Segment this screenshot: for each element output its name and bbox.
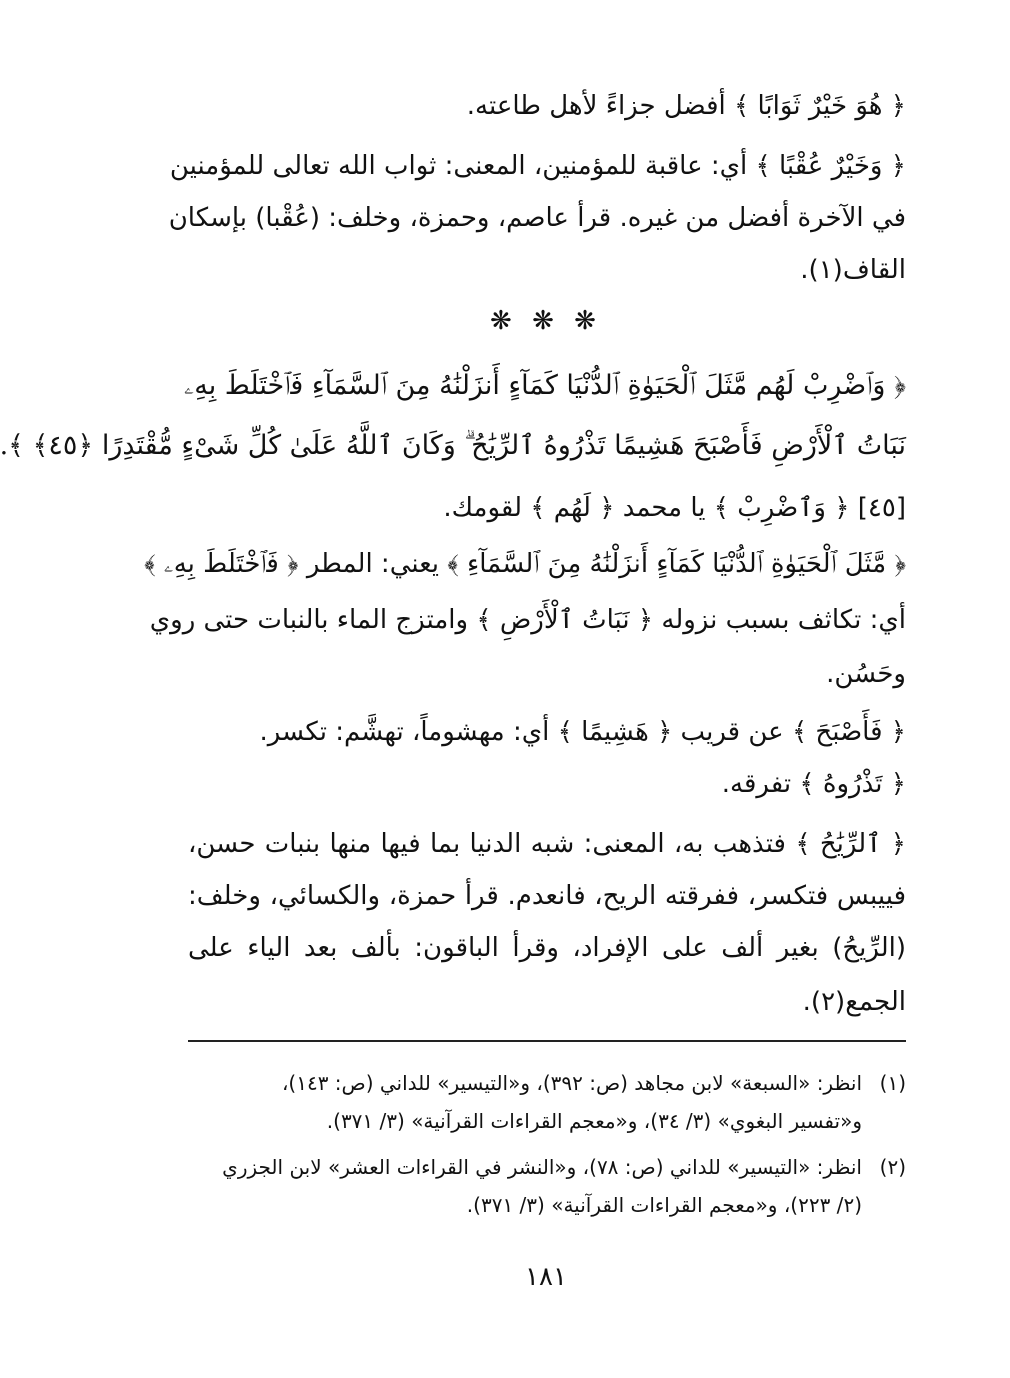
text-line: ﴿ مَّثَلَ ٱلْحَيَوٰةِ ٱلدُّنْيَا كَمَآءٍ أَنزَلْنَٰهُ مِنَ ٱلسَّمَآءِ ﴾ يعني: المطر ﴿ فَٱخْتَلَطَ بِهِۦ ﴾	[144, 549, 906, 579]
text-line: [٤٥] ﴿ وَٱضْرِبْ ﴾ يا محمد ﴿ لَهُم ﴾ لقومك.	[443, 493, 906, 523]
text-line: (الرِّيحُ) بغير ألف على الإفراد، وقرأ الباقون: بألف بعد الياء على	[188, 933, 906, 963]
text-line: وحَسُن.	[826, 659, 906, 689]
text-line: فييبس فتكسر، ففرقته الريح، فانعدم. قرأ حمزة، والكسائي، وخلف:	[188, 881, 906, 911]
text-line: ﴿ ٱلرِّيَٰحُ ﴾ فتذهب به، المعنى: شبه الدنيا بما فيها منها بنبات حسن،	[188, 829, 906, 859]
footnote-number: (١)	[879, 1071, 906, 1095]
quran-verse-line: ﴿ وَٱضْرِبْ لَهُم مَّثَلَ ٱلْحَيَوٰةِ ٱلدُّنْيَا كَمَآءٍ أَنزَلْنَٰهُ مِنَ ٱلسَّمَآءِ فَٱخْتَلَطَ بِهِۦ	[183, 370, 906, 401]
text-line: الجمع(٢).	[802, 987, 906, 1017]
quran-verse-line: نَبَاتُ ٱلْأَرْضِ فَأَصْبَحَ هَشِيمًا تَذْرُوهُ ٱلرِّيَٰحُ ۗ وَكَانَ ٱللَّهُ عَلَىٰ كُلِّ شَىْءٍ مُّقْتَدِرًا ﴿٤٥﴾ ﴾.	[0, 430, 906, 461]
footnote-text: (٢/ ٢٢٣)، و«معجم القراءات القرآنية» (٣/ ٣٧١).	[466, 1193, 862, 1217]
text-line: القاف(١).	[800, 255, 906, 285]
footnote-line	[188, 1106, 906, 1136]
footnote-text: انظر: «التيسير» للداني (ص: ٧٨)، و«النشر في القراءات العشر» لابن الجزري	[222, 1155, 862, 1179]
text-line: ﴿ فَأَصْبَحَ ﴾ عن قريب ﴿ هَشِيمًا ﴾ أي: مهشوماً، تهشَّم: تكسر.	[259, 717, 906, 747]
page-number: ١٨١	[525, 1262, 567, 1292]
text-line: في الآخرة أفضل من غيره. قرأ عاصم، وحمزة، وخلف: (عُقْبا) بإسكان	[168, 203, 906, 233]
section-separator: ❋ ❋ ❋	[490, 306, 602, 336]
text-line: ﴿ وَخَيْرٌ عُقْبًا ﴾ أي: عاقبة للمؤمنين، المعنى: ثواب الله تعالى للمؤمنين	[169, 151, 906, 181]
footnote-text: انظر: «السبعة» لابن مجاهد (ص: ٣٩٢)، و«التيسير» للداني (ص: ١٤٣)،	[281, 1071, 862, 1095]
footnote-number: (٢)	[879, 1155, 906, 1179]
text-line: ﴿ تَذْرُوهُ ﴾ تفرقه.	[721, 769, 906, 799]
footnote-line	[188, 1190, 906, 1220]
text-line: ﴿ هُوَ خَيْرٌ ثَوَابًا ﴾ أفضل جزاءً لأهل طاعته.	[466, 91, 906, 121]
footnote-line	[188, 1152, 906, 1182]
footnote-text: و«تفسير البغوي» (٣/ ٣٤)، و«معجم القراءات القرآنية» (٣/ ٣٧١).	[326, 1109, 862, 1133]
footnote-rule	[188, 1040, 906, 1042]
text-line: أي: تكاثف بسبب نزوله ﴿ نَبَاتُ ٱلْأَرْضِ ﴾ وامتزج الماء بالنبات حتى روي	[149, 605, 906, 635]
footnote-line	[188, 1068, 906, 1098]
